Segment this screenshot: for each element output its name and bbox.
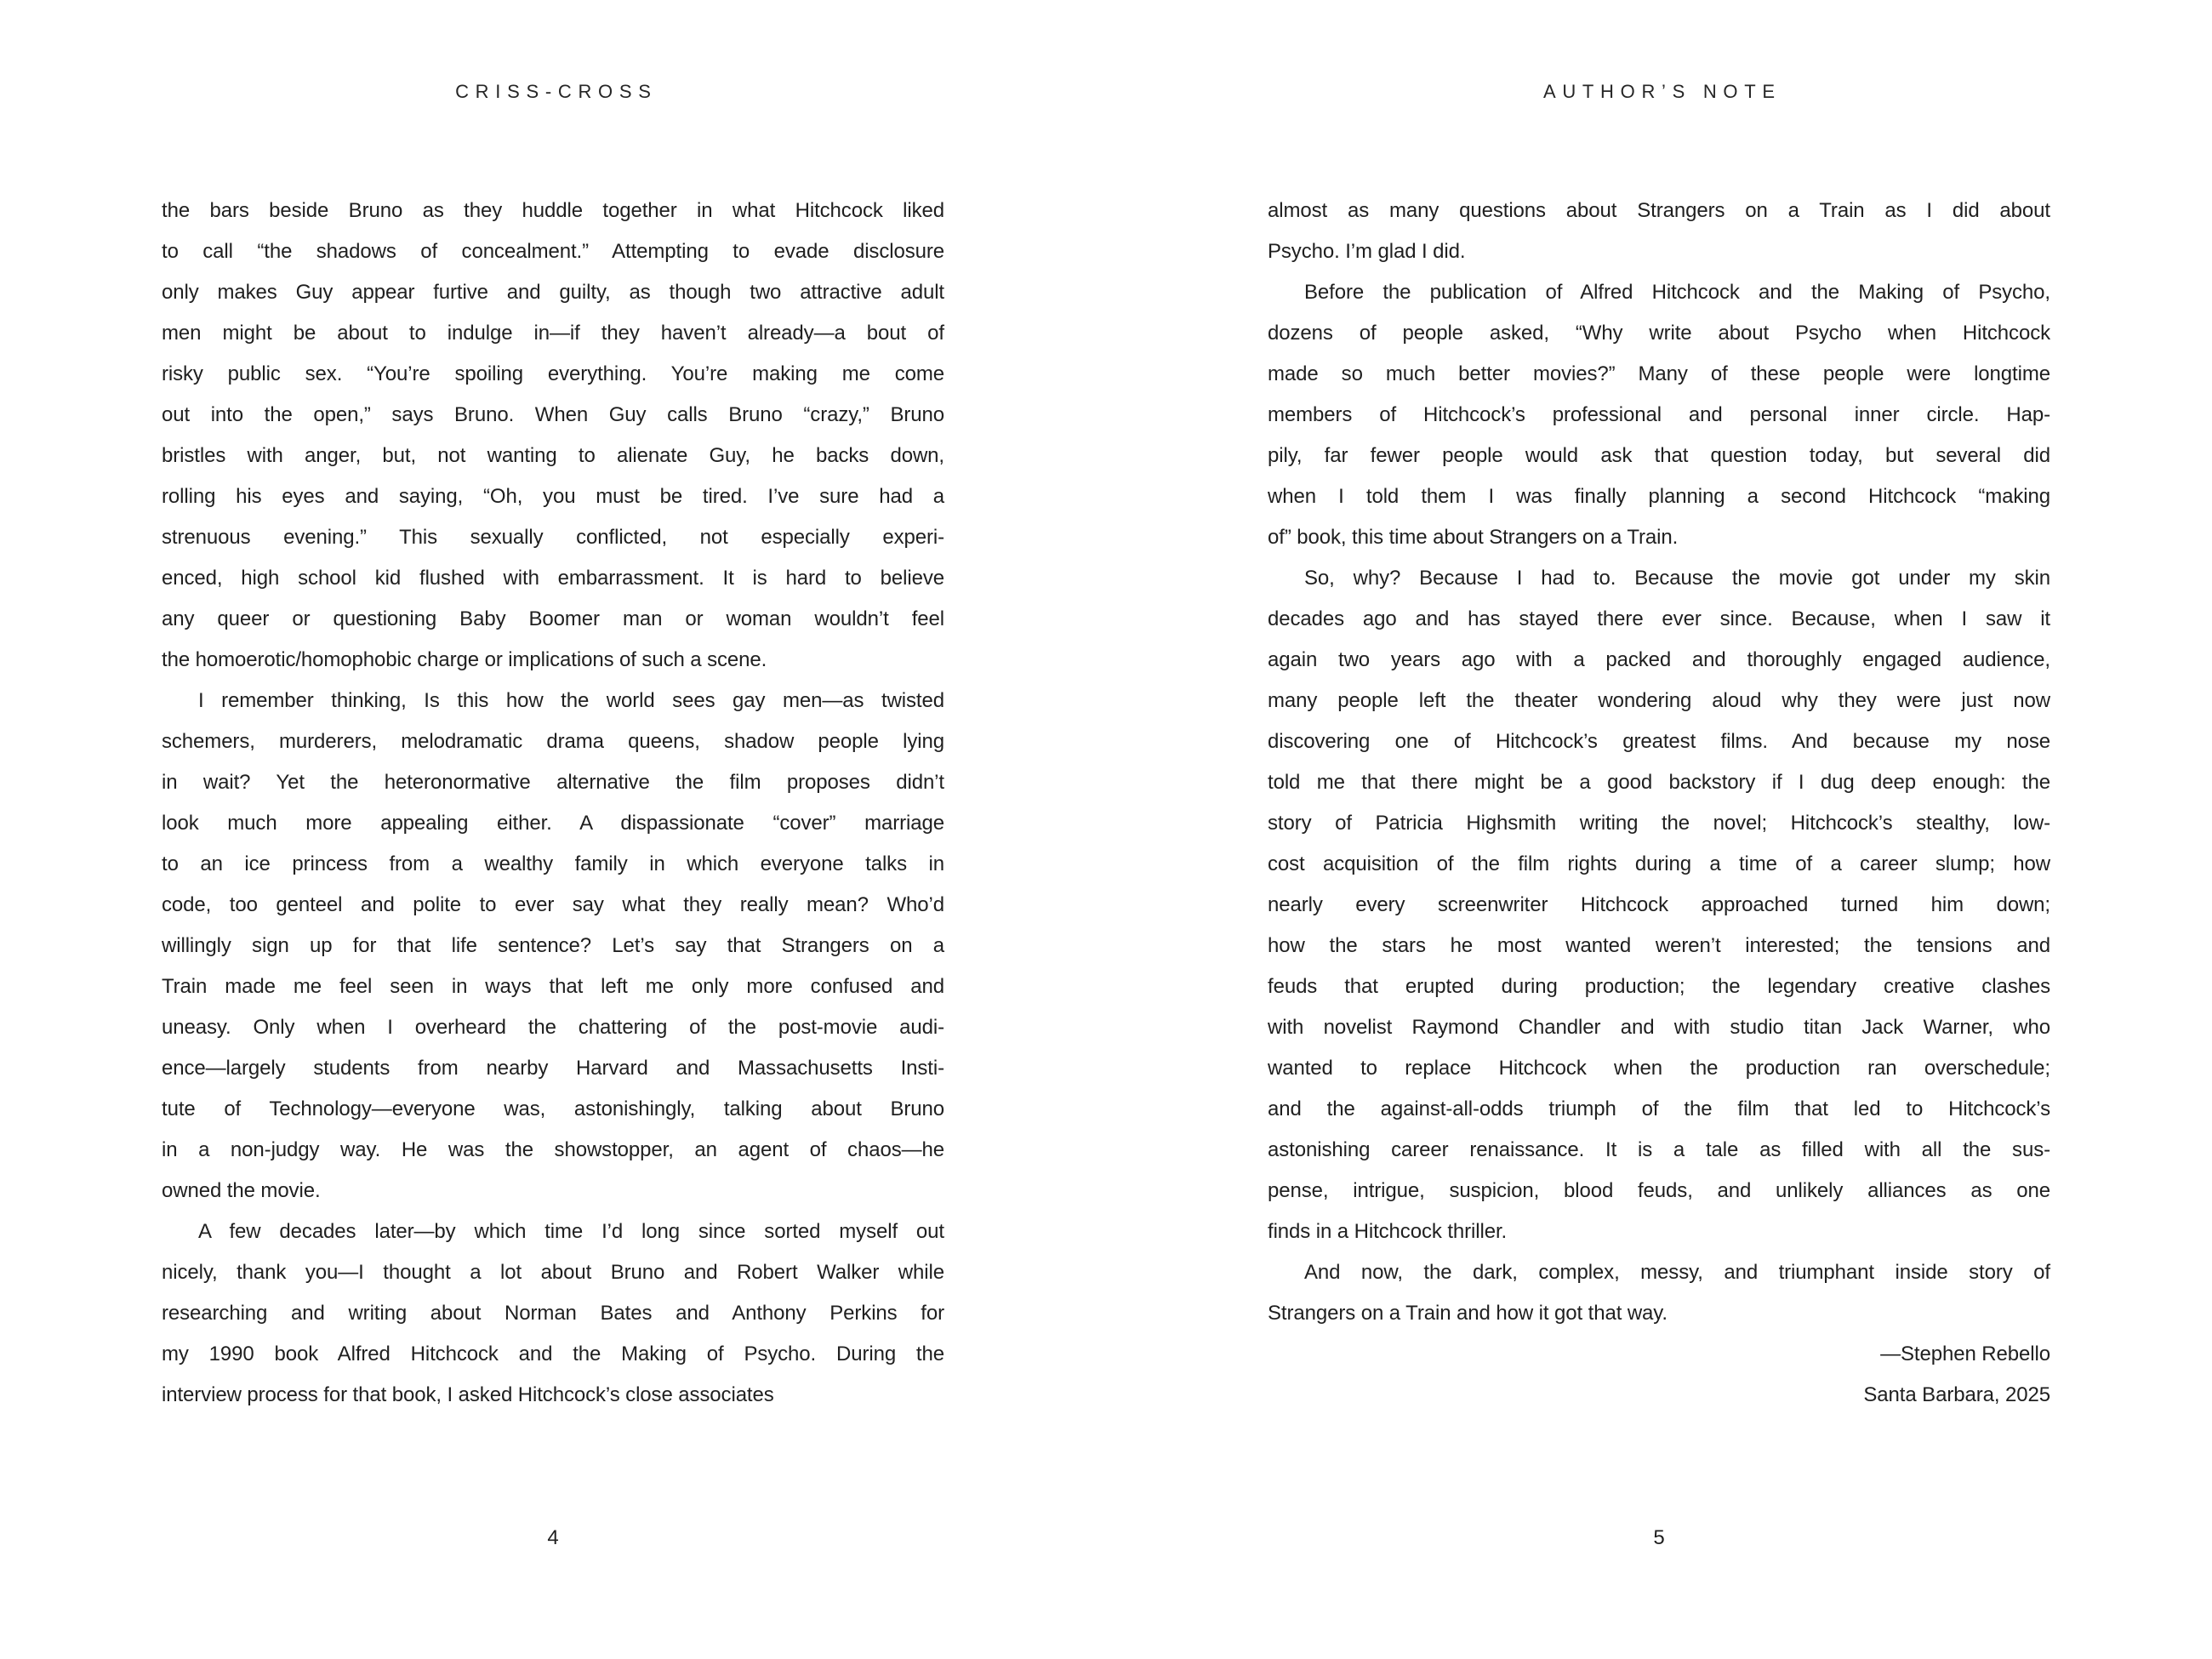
text-line: code, too genteel and polite to ever say what they really mean? Who’d bbox=[162, 893, 944, 916]
text-line: to call “the shadows of concealment.” Attempting to evade disclosure bbox=[162, 240, 944, 263]
page-number-right: 5 bbox=[1653, 1526, 1665, 1549]
text-line: —Stephen Rebello bbox=[1880, 1343, 2050, 1365]
text-line: my 1990 book Alfred Hitchcock and the Making of Psycho. During the bbox=[162, 1343, 944, 1365]
text-line: dozens of people asked, “Why write about Psycho when Hitchcock bbox=[1268, 322, 2050, 345]
text-line: feuds that erupted during production; the legendary creative clashes bbox=[1268, 975, 2050, 998]
text-line: in wait? Yet the heteronormative alternative the film proposes didn’t bbox=[162, 771, 944, 794]
text-line: willingly sign up for that life sentence? Let’s say that Strangers on a bbox=[162, 934, 944, 957]
text-line: Psycho. I’m glad I did. bbox=[1268, 240, 1466, 263]
paragraph bbox=[162, 681, 944, 1211]
text-line: with novelist Raymond Chandler and with studio titan Jack Warner, who bbox=[1268, 1016, 2050, 1039]
text-line: told me that there might be a good backstory if I dug deep enough: the bbox=[1268, 771, 2050, 794]
text-line: rolling his eyes and saying, “Oh, you must be tired. I’ve sure had a bbox=[162, 485, 944, 508]
text-line: of” book, this time about Strangers on a Train. bbox=[1268, 526, 1679, 549]
text-line: decades ago and has stayed there ever since. Because, when I saw it bbox=[1268, 607, 2050, 630]
text-line: the bars beside Bruno as they huddle together in what Hitchcock liked bbox=[162, 199, 944, 222]
paragraph bbox=[1268, 1334, 2050, 1416]
left-page-body bbox=[162, 191, 944, 1416]
text-line: finds in a Hitchcock thriller. bbox=[1268, 1220, 1508, 1243]
text-line: bristles with anger, but, not wanting to alienate Guy, he backs down, bbox=[162, 444, 944, 467]
right-page bbox=[1268, 0, 2050, 1659]
paragraph bbox=[162, 1211, 944, 1416]
text-line: to an ice princess from a wealthy family in which everyone talks in bbox=[162, 852, 944, 875]
text-line: A few decades later—by which time I’d long since sorted myself out bbox=[198, 1220, 944, 1243]
paragraph bbox=[1268, 558, 2050, 1252]
text-line: nicely, thank you—I thought a lot about Bruno and Robert Walker while bbox=[162, 1261, 944, 1284]
paragraph bbox=[162, 191, 944, 681]
text-line: uneasy. Only when I overheard the chattering of the post-movie audi- bbox=[162, 1016, 944, 1039]
text-line: almost as many questions about Strangers on a Train as I did about bbox=[1268, 199, 2050, 222]
text-line: So, why? Because I had to. Because the movie got under my skin bbox=[1304, 567, 2050, 590]
text-line: how the stars he most wanted weren’t interested; the tensions and bbox=[1268, 934, 2050, 957]
text-line: And now, the dark, complex, messy, and triumphant inside story of bbox=[1304, 1261, 2050, 1284]
text-line: and the against-all-odds triumph of the film that led to Hitchcock’s bbox=[1268, 1097, 2050, 1120]
text-line: in a non-judgy way. He was the showstopper, an agent of chaos—he bbox=[162, 1138, 944, 1161]
text-line: tute of Technology—everyone was, astonishingly, talking about Bruno bbox=[162, 1097, 944, 1120]
text-line: when I told them I was finally planning a second Hitchcock “making bbox=[1268, 485, 2050, 508]
text-line: members of Hitchcock’s professional and personal inner circle. Hap- bbox=[1268, 403, 2050, 426]
text-line: any queer or questioning Baby Boomer man or woman wouldn’t feel bbox=[162, 607, 944, 630]
text-line: pense, intrigue, suspicion, blood feuds, and unlikely alliances as one bbox=[1268, 1179, 2050, 1202]
page-number-left: 4 bbox=[547, 1526, 559, 1549]
text-line: discovering one of Hitchcock’s greatest films. And because my nose bbox=[1268, 730, 2050, 753]
text-line: look much more appealing either. A dispassionate “cover” marriage bbox=[162, 812, 944, 835]
text-line: schemers, murderers, melodramatic drama queens, shadow people lying bbox=[162, 730, 944, 753]
text-line: owned the movie. bbox=[162, 1179, 321, 1202]
left-page bbox=[162, 0, 944, 1659]
text-line: ence—largely students from nearby Harvard and Massachusetts Insti- bbox=[162, 1057, 944, 1080]
paragraph bbox=[1268, 191, 2050, 272]
text-line: pily, far fewer people would ask that question today, but several did bbox=[1268, 444, 2050, 467]
paragraph bbox=[1268, 272, 2050, 558]
text-line: strenuous evening.” This sexually conflicted, not especially experi- bbox=[162, 526, 944, 549]
text-line: astonishing career renaissance. It is a tale as filled with all the sus- bbox=[1268, 1138, 2050, 1161]
text-line: interview process for that book, I asked Hitchcock’s close associates bbox=[162, 1383, 774, 1406]
text-line: Strangers on a Train and how it got that way. bbox=[1268, 1302, 1668, 1325]
paragraph bbox=[1268, 1252, 2050, 1334]
text-line: again two years ago with a packed and thoroughly engaged audience, bbox=[1268, 648, 2050, 671]
text-line: Train made me feel seen in ways that left me only more confused and bbox=[162, 975, 944, 998]
text-line: cost acquisition of the film rights during a time of a career slump; how bbox=[1268, 852, 2050, 875]
text-line: researching and writing about Norman Bates and Anthony Perkins for bbox=[162, 1302, 944, 1325]
text-line: Santa Barbara, 2025 bbox=[1863, 1383, 2050, 1406]
running-head-left: CRISS-CROSS bbox=[455, 81, 658, 102]
right-page-body bbox=[1268, 191, 2050, 1416]
text-line: risky public sex. “You’re spoiling everything. You’re making me come bbox=[162, 362, 944, 385]
text-line: Before the publication of Alfred Hitchcock and the Making of Psycho, bbox=[1304, 281, 2050, 304]
text-line: enced, high school kid flushed with embarrassment. It is hard to believe bbox=[162, 567, 944, 590]
text-line: many people left the theater wondering aloud why they were just now bbox=[1268, 689, 2050, 712]
text-line: story of Patricia Highsmith writing the novel; Hitchcock’s stealthy, low- bbox=[1268, 812, 2050, 835]
text-line: men might be about to indulge in—if they haven’t already—a bout of bbox=[162, 322, 944, 345]
text-line: made so much better movies?” Many of these people were longtime bbox=[1268, 362, 2050, 385]
text-line: the homoerotic/homophobic charge or implications of such a scene. bbox=[162, 648, 767, 671]
text-line: only makes Guy appear furtive and guilty, as though two attractive adult bbox=[162, 281, 944, 304]
text-line: nearly every screenwriter Hitchcock approached turned him down; bbox=[1268, 893, 2050, 916]
text-line: I remember thinking, Is this how the world sees gay men—as twisted bbox=[198, 689, 944, 712]
text-line: out into the open,” says Bruno. When Guy calls Bruno “crazy,” Bruno bbox=[162, 403, 944, 426]
running-head-right: AUTHOR’S NOTE bbox=[1542, 81, 1782, 102]
text-line: wanted to replace Hitchcock when the production ran overschedule; bbox=[1268, 1057, 2050, 1080]
